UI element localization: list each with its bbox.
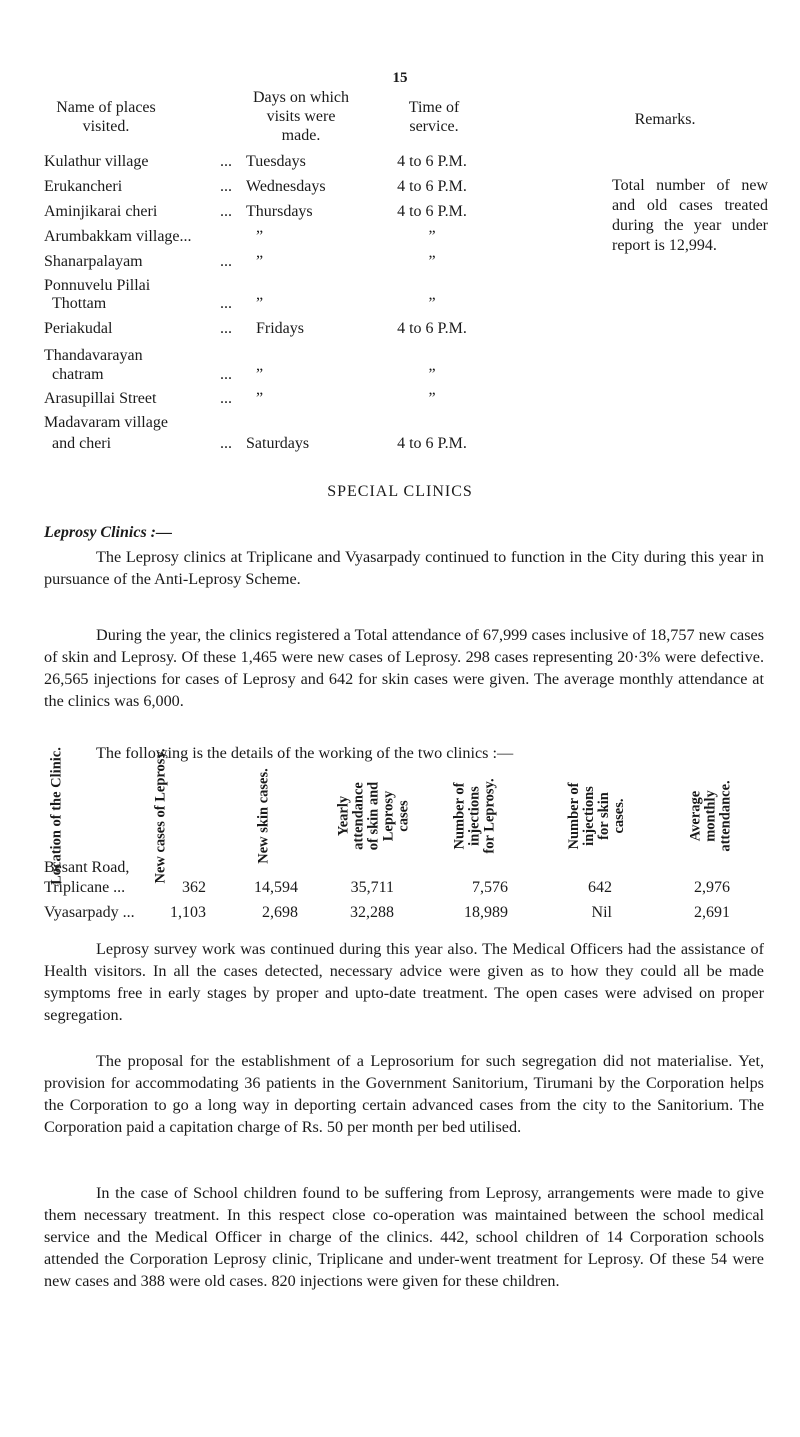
cell-inj-leprosy: 18,989 (464, 904, 508, 921)
header-days: Days on which visits were made. (253, 89, 349, 144)
paragraph-5: The proposal for the establishment of a Leprosorium for such segregation did not materialise. Yet, provision for accommodating 36 patients in the Government Sanitorium, Tirumani by the Corporation helps the Corporation to go a long way in deporting certain advanced cases from the city to the Sanitorium. The Corporation paid a capitation charge of Rs. 50 per month per bed utilised. (44, 1052, 764, 1136)
place-name: Madavaram village (44, 414, 168, 431)
paragraph-4: Leprosy survey work was continued during this year also. The Medical Officers had the assistance of Health visitors. In all the cases detected, necessary advice were given as to how they could all be made symptoms free in early stages by proper and upto-date treatment. The open cases were advised on proper segregation. (44, 940, 764, 1024)
place-name: Shanarpalayam (44, 253, 143, 270)
schedule-row (0, 346, 600, 366)
clinic-location: Triplicane ... (44, 879, 126, 896)
place-name: Thottam (52, 295, 107, 312)
col-header-location: Location of the Clinic. (48, 747, 65, 885)
cell-inj-skin: Nil (591, 904, 612, 921)
col-header-yearly: Yearly attendance of skin and Leprosy cases (335, 781, 412, 851)
service-time: 4 to 6 P.M. (397, 153, 467, 170)
subheading: Leprosy Clinics :— (44, 524, 172, 541)
service-time: ” (428, 366, 436, 383)
place-name: Arumbakkam village... (44, 228, 192, 245)
cell-new-leprosy: 1,103 (170, 904, 206, 921)
header-place: Name of places visited. (56, 99, 156, 135)
page-number: 15 (392, 70, 408, 86)
schedule-row (0, 252, 600, 272)
cell-new-skin: 14,594 (254, 879, 298, 896)
header-time: Time of service. (408, 99, 460, 135)
schedule-row (0, 152, 600, 172)
schedule-row (0, 202, 600, 222)
schedule-row (0, 177, 600, 197)
paragraph-6: In the case of School children found to be suffering from Leprosy, arrangements were made to give them necessary treatment. In this respect close co-operation was maintained between the school medical service and the Medical Officer in charge of the clinics. 442, school children of 14 Corporation schools attended the Corporation Leprosy clinic, Triplicane and under-went treatment for Leprosy. Of these 54 were new cases and 388 were old cases. 820 injections were given for these children. (44, 1184, 764, 1290)
leader-dots: ... (220, 295, 232, 312)
leader-dots: ... (220, 390, 232, 407)
cell-average: 2,976 (694, 879, 730, 896)
col-header-new-skin: New skin cases. (255, 768, 272, 864)
visit-day: ” (256, 366, 264, 383)
cell-yearly: 32,288 (350, 904, 394, 921)
paragraph-1: The Leprosy clinics at Triplicane and Vyasarpady continued to function in the City during this year in pursuance of the Anti-Leprosy Scheme. (44, 548, 764, 588)
visit-day: ” (256, 228, 264, 245)
visit-day: ” (256, 253, 264, 270)
cell-new-skin: 2,698 (262, 904, 298, 921)
leader-dots: ... (220, 253, 232, 270)
visit-day: Saturdays (246, 435, 310, 452)
service-time: 4 to 6 P.M. (397, 435, 467, 452)
place-name: Aminjikarai cheri (44, 203, 158, 220)
service-time: ” (428, 390, 436, 407)
schedule-row (0, 365, 600, 385)
col-header-inj-skin: Number of injections for skin cases. (566, 782, 627, 850)
leader-dots: ... (220, 366, 232, 383)
cell-average: 2,691 (694, 904, 730, 921)
schedule-row (0, 319, 600, 339)
col-header-inj-leprosy: Number of injections for Leprosy. (451, 778, 498, 854)
paragraph-3: The following is the details of the working of the two clinics :— (96, 744, 514, 762)
schedule-row (0, 434, 600, 454)
place-name: Periakudal (44, 320, 113, 337)
section-title: SPECIAL CLINICS (327, 483, 473, 500)
table-row (0, 878, 800, 898)
cell-yearly: 35,711 (350, 879, 394, 896)
leader-dots: ... (220, 153, 232, 170)
clinic-location: Vyasarpady ... (44, 904, 135, 921)
place-name: Arasupillai Street (44, 390, 157, 407)
place-name: Thandavarayan (44, 347, 143, 364)
service-time: ” (428, 253, 436, 270)
schedule-row (0, 227, 600, 247)
service-time: ” (428, 228, 436, 245)
leader-dots: ... (220, 203, 232, 220)
place-name: chatram (52, 366, 104, 383)
place-name: and cheri (52, 435, 112, 452)
visit-day: ” (256, 295, 264, 312)
leader-dots: ... (220, 435, 232, 452)
leader-dots: ... (220, 320, 232, 337)
visit-day: Thursdays (246, 203, 313, 220)
header-remarks: Remarks. (634, 111, 696, 128)
place-name: Erukancheri (44, 178, 123, 195)
leader-dots: ... (220, 178, 232, 195)
visit-day: ” (256, 390, 264, 407)
visit-day: Fridays (256, 320, 304, 337)
schedule-row (0, 389, 600, 409)
clinic-row-location-line: Besant Road, (44, 859, 130, 876)
place-name: Kulathur village (44, 153, 149, 170)
col-header-average: Average monthly attendance. (687, 780, 734, 852)
service-time: 4 to 6 P.M. (397, 178, 467, 195)
paragraph-2: During the year, the clinics registered a Total attendance of 67,999 cases inclusive of 18,757 new cases of skin and Leprosy. Of these 1,465 were new cases of Leprosy. 298 cases representing 20·3% were defective. 26,565 injections for cases of Leprosy and 642 for skin cases were given. The average monthly attendance at the clinics was 6,000. (44, 626, 764, 710)
schedule-row (0, 294, 600, 314)
visit-day: Wednesdays (246, 178, 326, 195)
cell-new-leprosy: 362 (182, 879, 206, 896)
cell-inj-leprosy: 7,576 (472, 879, 508, 896)
place-name: Ponnuvelu Pillai (44, 277, 151, 294)
visit-day: Tuesdays (246, 153, 306, 170)
cell-inj-skin: 642 (588, 879, 612, 896)
table-row (0, 903, 800, 923)
service-time: ” (428, 295, 436, 312)
remarks-text: Total number of new and old cases treated during the year under report is 12,994. (612, 177, 768, 254)
col-header-new-leprosy: New cases of Leprosy. (152, 748, 169, 884)
schedule-row (0, 413, 600, 433)
schedule-row (0, 276, 600, 296)
service-time: 4 to 6 P.M. (397, 320, 467, 337)
service-time: 4 to 6 P.M. (397, 203, 467, 220)
